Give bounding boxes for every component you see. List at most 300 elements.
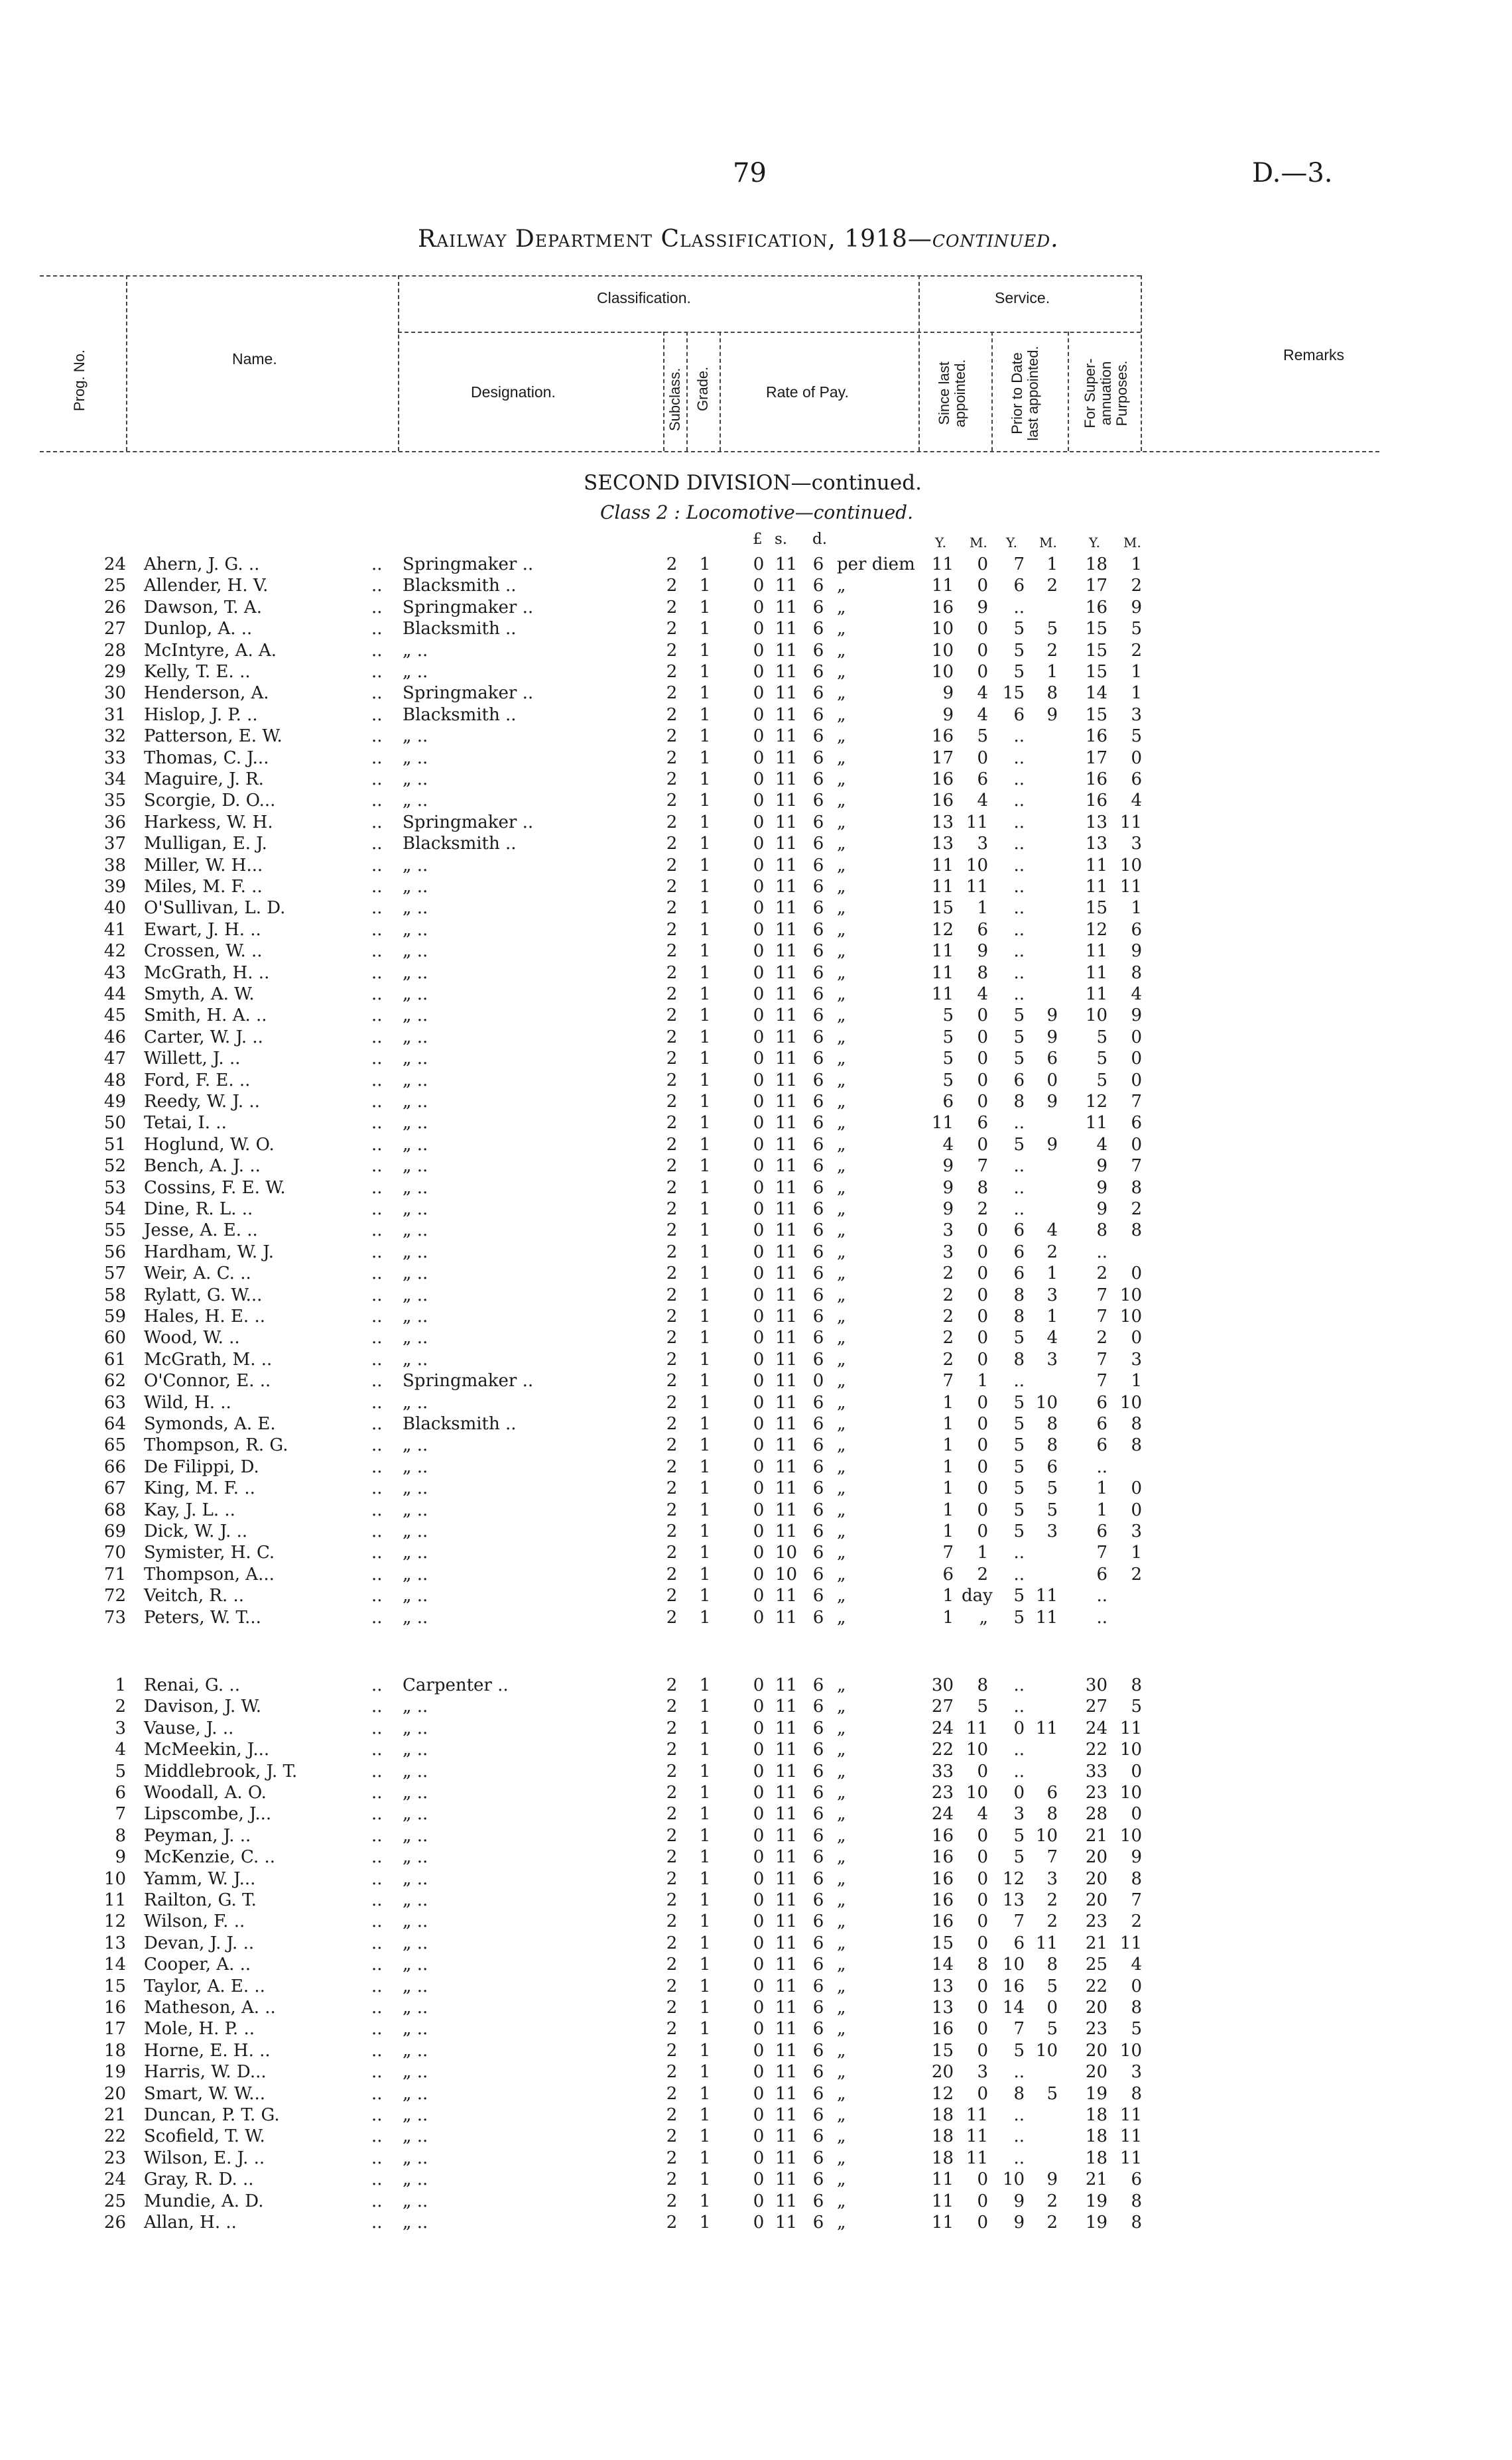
designation: „ .. [403,726,428,747]
table-row [0,1933,1512,1954]
rate-shillings: 11 [775,1868,797,1889]
since-years: 15 [931,2040,954,2061]
leader-dots: .. [371,984,383,1004]
designation: „ .. [403,1134,428,1155]
prior-years: 0 [1013,1783,1025,1803]
rate-pence: 6 [812,1242,824,1262]
super-years: 20 [1085,1890,1107,1910]
rate-pence: 6 [812,1890,824,1910]
rate-pence: 6 [812,1998,824,2018]
prior-years: .. [1013,1761,1025,1781]
rate-pounds: 0 [753,2191,765,2211]
rate-pence: 6 [812,1435,824,1456]
rate-shillings: 11 [775,576,797,596]
leader-dots: .. [371,1478,383,1499]
employee-name: Lipscombe, J... [144,1804,272,1825]
employee-name: Dawson, T. A. [144,597,262,617]
rate-period: „ [837,1092,846,1112]
grade: 1 [699,1564,711,1585]
header-name: Name. [232,350,277,367]
rate-period: „ [837,2019,846,2039]
leader-dots: .. [371,2105,383,2125]
since-months: 0 [977,1070,988,1090]
designation: „ .. [403,2040,428,2061]
prog-no: 67 [103,1478,126,1499]
rate-pounds: 0 [753,791,765,811]
rate-pence: 6 [812,1285,824,1305]
rate-pounds: 0 [753,984,765,1004]
designation: „ .. [403,1049,428,1069]
grade: 1 [699,619,711,639]
leader-dots: .. [371,1328,383,1348]
super-months: 3 [1131,1349,1142,1370]
since-years: 1 [942,1521,954,1541]
leader-dots: .. [371,2019,383,2039]
since-years: 18 [931,2148,954,2168]
prior-years: .. [1013,791,1025,811]
prior-years: .. [1013,2105,1025,2125]
rate-pence: 6 [812,619,824,639]
subclass: 2 [666,554,678,574]
rate-shillings: 11 [775,2105,797,2125]
rate-period: „ [837,1868,846,1889]
rate-pence: 6 [812,1955,824,1975]
designation: „ .. [403,1804,428,1825]
rate-shillings: 11 [775,554,797,574]
subclass: 2 [666,2062,678,2083]
prog-no: 18 [103,2040,126,2061]
subclass: 2 [666,640,678,661]
prog-no: 4 [115,1740,126,1760]
designation: Blacksmith .. [403,576,517,596]
header-designation: Designation. [471,383,556,401]
employee-name: Scorgie, D. O... [144,791,276,811]
leader-dots: .. [371,1564,383,1585]
leader-dots: .. [371,619,383,639]
subclass: 2 [666,1113,678,1133]
rate-period: „ [837,877,846,897]
since-years: 9 [942,1177,954,1198]
grade: 1 [699,1392,711,1413]
rate-pounds: 0 [753,2213,765,2233]
subclass: 2 [666,1092,678,1112]
rate-period: „ [837,2040,846,2061]
subclass: 2 [666,726,678,747]
since-months: 10 [966,1783,988,1803]
designation: „ .. [403,1783,428,1803]
rate-pence: 6 [812,1586,824,1606]
grade: 1 [699,1500,711,1520]
rate-period: „ [837,1113,846,1133]
grade: 1 [699,2105,711,2125]
rate-shillings: 11 [775,1500,797,1520]
rate-pounds: 0 [753,1933,765,1953]
grade: 1 [699,791,711,811]
table-row [0,876,1512,897]
subclass: 2 [666,1005,678,1026]
prog-no: 41 [103,919,126,940]
super-years: 16 [1085,769,1107,789]
since-years: 16 [931,1825,954,1846]
subclass: 2 [666,1890,678,1910]
employee-name: King, M. F. .. [144,1478,255,1499]
rate-shillings: 11 [775,2213,797,2233]
grade: 1 [699,1675,711,1695]
grade: 1 [699,2126,711,2147]
prior-years: 6 [1013,1220,1025,1241]
super-months: 10 [1119,855,1142,875]
rate-shillings: 10 [775,1564,797,1585]
designation: „ .. [403,1543,428,1563]
designation: „ .. [403,747,428,768]
rate-pounds: 0 [753,1199,765,1219]
rate-pence: 6 [812,597,824,617]
table-row [0,1220,1512,1241]
prog-no: 73 [103,1607,126,1628]
designation: „ .. [403,1027,428,1047]
super-months: 0 [1131,1049,1142,1069]
prior-months: 9 [1046,1005,1058,1026]
table-row [0,790,1512,811]
super-months: 0 [1131,1761,1142,1781]
table-row [0,1825,1512,1846]
leader-dots: .. [371,1049,383,1069]
prog-no: 22 [103,2126,126,2147]
prior-years: 8 [1013,1349,1025,1370]
rate-period: „ [837,1911,846,1932]
since-months: 8 [977,1955,988,1975]
leader-dots: .. [371,941,383,962]
prior-months: 11 [1035,1586,1058,1606]
leader-dots: .. [371,2169,383,2190]
table-row [0,2212,1512,2233]
rate-pounds: 0 [753,1005,765,1026]
unit-years-1: Y. [935,535,946,550]
rate-period: „ [837,1457,846,1477]
subclass: 2 [666,1675,678,1695]
rate-pounds: 0 [753,812,765,832]
rate-pounds: 0 [753,1156,765,1177]
rate-shillings: 11 [775,1263,797,1284]
since-months: day [962,1586,993,1606]
employee-name: Matheson, A. .. [144,1998,276,2018]
grade: 1 [699,726,711,747]
grade: 1 [699,2169,711,2190]
rate-shillings: 11 [775,1976,797,1996]
rate-period: „ [837,1392,846,1413]
since-months: 4 [977,1804,988,1825]
super-months: 8 [1131,2191,1142,2211]
employee-name: Dine, R. L. .. [144,1199,253,1219]
rate-pence: 6 [812,2126,824,2147]
super-years: .. [1096,1607,1107,1628]
designation: „ .. [403,1263,428,1284]
rate-period: „ [837,1955,846,1975]
prior-months: 4 [1046,1220,1058,1241]
rate-pence: 6 [812,704,824,725]
super-years: 28 [1085,1804,1107,1825]
since-years: 1 [942,1478,954,1499]
rate-pence: 6 [812,1564,824,1585]
prior-months: 2 [1046,2191,1058,2211]
rate-pounds: 0 [753,1027,765,1047]
prior-years: .. [1013,1156,1025,1177]
rate-shillings: 11 [775,1371,797,1392]
rate-shillings: 11 [775,1070,797,1090]
since-years: 10 [931,619,954,639]
rate-period: „ [837,1675,846,1695]
prog-no: 49 [103,1092,126,1112]
since-months: 2 [977,1199,988,1219]
rate-shillings: 11 [775,747,797,768]
table-row [0,1177,1512,1198]
prior-years: .. [1013,962,1025,983]
rate-period: „ [837,1027,846,1047]
super-months: 8 [1131,2083,1142,2104]
table-row [0,940,1512,962]
since-years: 16 [931,769,954,789]
prior-years: 6 [1013,1070,1025,1090]
rate-period: „ [837,597,846,617]
employee-name: Mundie, A. D. [144,2191,264,2211]
table-row [0,1478,1512,1499]
super-years: 27 [1085,1697,1107,1717]
prior-months: 3 [1046,1521,1058,1541]
subclass: 2 [666,1371,678,1392]
rate-shillings: 11 [775,1392,797,1413]
rate-period: „ [837,812,846,832]
since-years: 18 [931,2105,954,2125]
prog-no: 24 [103,554,126,574]
prior-months: 8 [1046,1804,1058,1825]
super-years: 6 [1096,1564,1107,1585]
designation: „ .. [403,1285,428,1305]
leader-dots: .. [371,1435,383,1456]
leader-dots: .. [371,1457,383,1477]
page-title-main: Railway Department Classification, 1918— [418,226,932,253]
prior-years: 5 [1013,1521,1025,1541]
rate-pence: 6 [812,962,824,983]
rate-period: „ [837,1500,846,1520]
super-months: 10 [1119,1285,1142,1305]
grade: 1 [699,1586,711,1606]
prior-months: 6 [1046,1783,1058,1803]
table-row [0,682,1512,704]
grade: 1 [699,576,711,596]
super-months: 2 [1131,1564,1142,1585]
since-months: 0 [977,1263,988,1284]
rate-shillings: 11 [775,726,797,747]
since-months: „ [979,1607,988,1628]
since-months: 0 [977,1890,988,1910]
rate-period: „ [837,2213,846,2233]
prior-years: 9 [1013,2213,1025,2233]
grade: 1 [699,1414,711,1434]
prior-months: 2 [1046,640,1058,661]
rate-period: „ [837,1976,846,1996]
leader-dots: .. [371,1868,383,1889]
rate-shillings: 11 [775,1328,797,1348]
rate-pounds: 0 [753,1825,765,1846]
subclass: 2 [666,1242,678,1262]
prior-months: 8 [1046,1955,1058,1975]
designation: „ .. [403,1933,428,1953]
employee-name: Thompson, R. G. [144,1435,288,1456]
subclass: 2 [666,2019,678,2039]
super-years: 20 [1085,1847,1107,1868]
prog-no: 50 [103,1113,126,1133]
rate-shillings: 11 [775,898,797,919]
since-months: 0 [977,1847,988,1868]
table-row [0,2083,1512,2104]
since-years: 2 [942,1328,954,1348]
since-months: 0 [977,1005,988,1026]
designation: „ .. [403,1199,428,1219]
header-subclass: Subclass. [666,367,683,431]
designation: „ .. [403,1242,428,1262]
table-row [0,1696,1512,1717]
rate-pounds: 0 [753,834,765,854]
super-years: 7 [1096,1371,1107,1392]
employee-name: McGrath, H. .. [144,962,270,983]
super-months: 8 [1131,1675,1142,1695]
rate-period: „ [837,834,846,854]
super-years: 12 [1085,1092,1107,1112]
super-months: 6 [1131,769,1142,789]
since-months: 3 [977,2062,988,2083]
rate-period: „ [837,1521,846,1541]
prior-years: .. [1013,1564,1025,1585]
designation: „ .. [403,1697,428,1717]
prior-years: 6 [1013,1933,1025,1953]
designation: Springmaker .. [403,597,534,617]
prior-months: 8 [1046,683,1058,704]
prog-no: 26 [103,597,126,617]
super-months: 11 [1119,2148,1142,2168]
employee-name: Davison, J. W. [144,1697,261,1717]
subclass: 2 [666,1804,678,1825]
subclass: 2 [666,2105,678,2125]
employee-name: De Filippi, D. [144,1457,259,1477]
rate-period: „ [837,704,846,725]
employee-name: Cooper, A. .. [144,1955,251,1975]
section-class: Class 2 : Locomotive—continued. [600,501,913,523]
designation: Carpenter .. [403,1675,509,1695]
super-months: 0 [1131,1478,1142,1499]
grade: 1 [699,747,711,768]
since-months: 8 [977,962,988,983]
employee-name: Veitch, R. .. [144,1586,245,1606]
rate-pence: 6 [812,747,824,768]
subclass: 2 [666,1955,678,1975]
rate-pounds: 0 [753,1457,765,1477]
rate-period: „ [837,1697,846,1717]
super-years: 20 [1085,1998,1107,2018]
rate-period: „ [837,962,846,983]
since-months: 0 [977,2191,988,2211]
since-years: 9 [942,1199,954,1219]
designation: „ .. [403,1564,428,1585]
rate-period: „ [837,1328,846,1348]
rate-shillings: 11 [775,791,797,811]
unit-years-3: Y. [1089,535,1100,550]
prog-no: 28 [103,640,126,661]
table-row [0,554,1512,575]
super-years: 18 [1085,2126,1107,2147]
leader-dots: .. [371,683,383,704]
rate-shillings: 10 [775,1543,797,1563]
table-row [0,1782,1512,1803]
prior-months: 2 [1046,1890,1058,1910]
rate-period: „ [837,1607,846,1628]
since-years: 33 [931,1761,954,1781]
prior-months: 1 [1046,1263,1058,1284]
since-months: 0 [977,1435,988,1456]
prior-years: .. [1013,877,1025,897]
prior-years: 5 [1013,1328,1025,1348]
rate-period: per diem [837,554,915,574]
designation: Blacksmith .. [403,619,517,639]
super-months: 6 [1131,919,1142,940]
rate-shillings: 11 [775,1890,797,1910]
rate-period: „ [837,1049,846,1069]
rate-pounds: 0 [753,1242,765,1262]
since-years: 12 [931,919,954,940]
super-months: 1 [1131,683,1142,704]
since-months: 0 [977,1457,988,1477]
prog-no: 7 [115,1804,126,1825]
designation: „ .. [403,1976,428,1996]
rate-shillings: 11 [775,812,797,832]
since-months: 0 [977,2019,988,2039]
since-months: 0 [977,662,988,682]
prior-months: 5 [1046,1478,1058,1499]
table-row [0,2169,1512,2190]
subclass: 2 [666,877,678,897]
leader-dots: .. [371,769,383,789]
prior-months: 5 [1046,619,1058,639]
subclass: 2 [666,1825,678,1846]
super-months: 0 [1131,1027,1142,1047]
grade: 1 [699,1177,711,1198]
super-years: 11 [1085,855,1107,875]
employee-name: Rylatt, G. W... [144,1285,263,1305]
super-years: 18 [1085,2148,1107,2168]
prog-no: 36 [103,812,126,832]
prog-no: 43 [103,962,126,983]
rate-pounds: 0 [753,2083,765,2104]
designation: „ .. [403,2105,428,2125]
since-months: 0 [977,1761,988,1781]
rate-pence: 6 [812,662,824,682]
super-months: 0 [1131,1263,1142,1284]
subclass: 2 [666,1220,678,1241]
rate-shillings: 11 [775,1307,797,1327]
prog-no: 46 [103,1027,126,1047]
prog-no: 14 [103,1955,126,1975]
employee-name: Harkess, W. H. [144,812,273,832]
header-prior-to-date: Prior to Date last appointed. [1009,346,1041,441]
table-row [0,1500,1512,1521]
prior-months: 10 [1035,2040,1058,2061]
subclass: 2 [666,769,678,789]
subclass: 2 [666,1199,678,1219]
prog-no: 33 [103,747,126,768]
super-months: 3 [1131,834,1142,854]
super-months: 9 [1131,941,1142,962]
grade: 1 [699,1607,711,1628]
rate-period: „ [837,2191,846,2211]
